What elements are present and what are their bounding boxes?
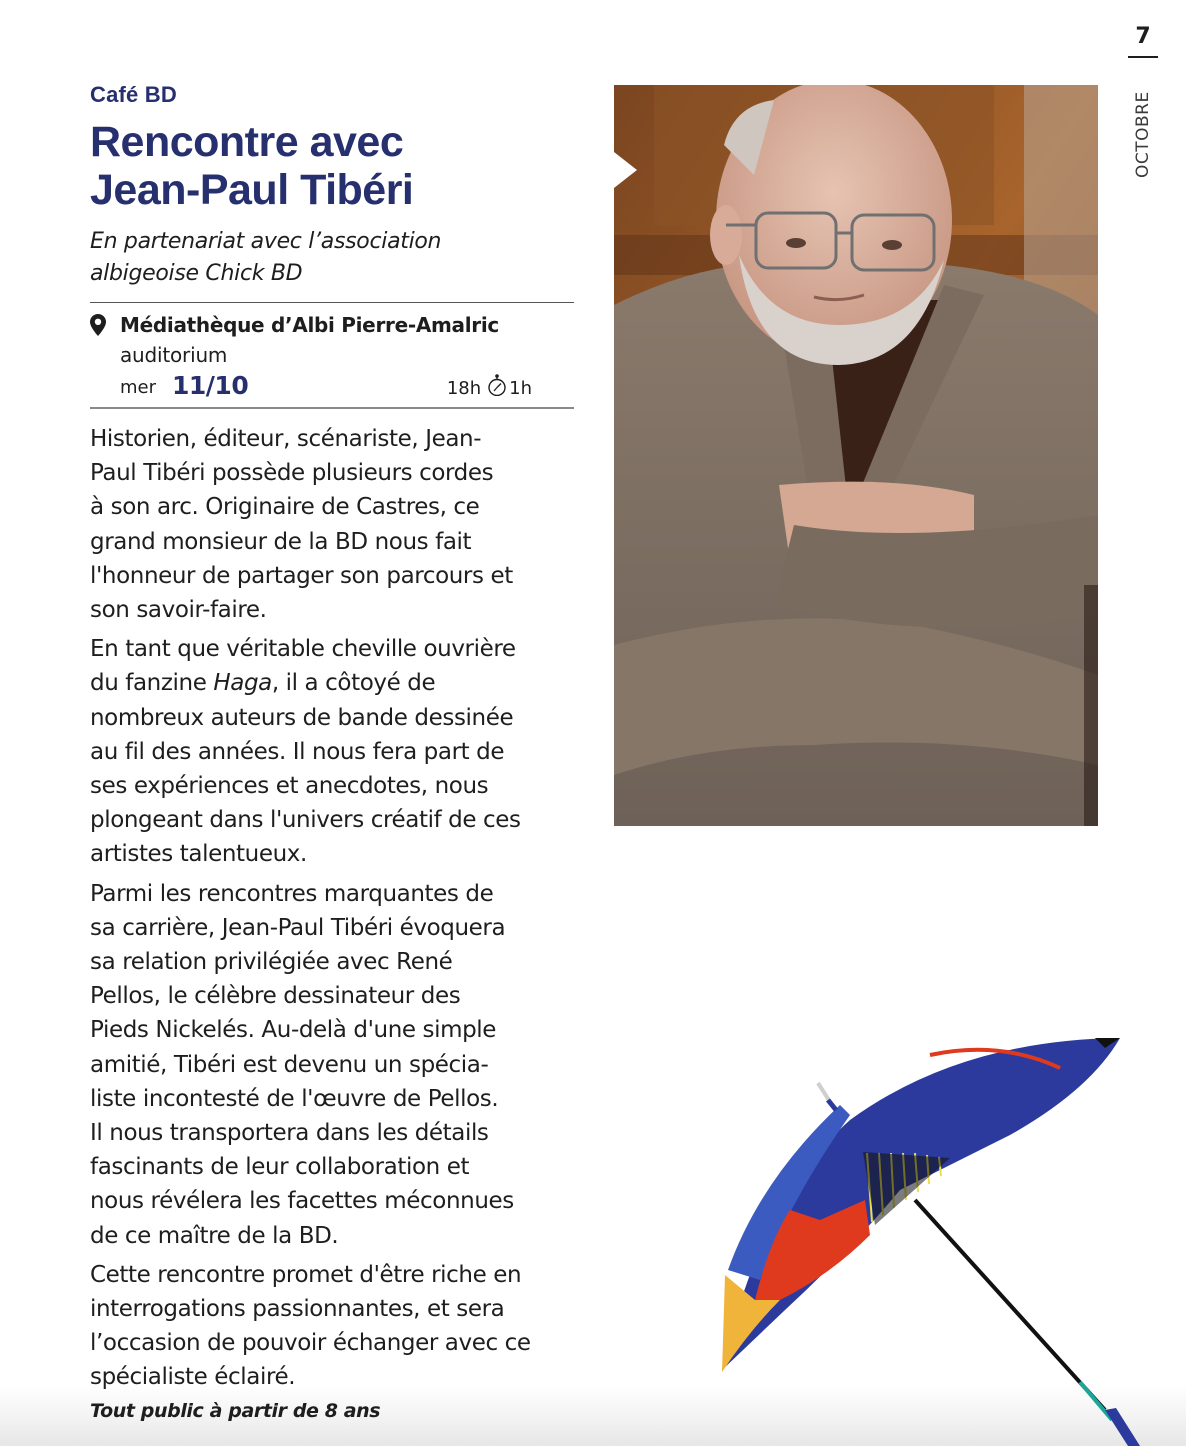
text-line: sa relation privilégiée avec René bbox=[90, 949, 453, 976]
description-paragraph bbox=[90, 632, 580, 871]
text-line: grand monsieur de la BD nous fait bbox=[90, 528, 472, 555]
text-line: spécialiste éclairé. bbox=[90, 1364, 296, 1391]
text-line: de ce maître de la BD. bbox=[90, 1222, 339, 1249]
venue-name: Médiathèque d’Albi Pierre-Amalric bbox=[120, 313, 499, 337]
photo-pointer-notch bbox=[614, 152, 637, 188]
event-weekday: mer bbox=[120, 377, 157, 398]
text-line: Historien, éditeur, scénariste, Jean- bbox=[90, 426, 482, 452]
text-line: nous révélera les facettes méconnues bbox=[90, 1188, 514, 1215]
page-number: 7 bbox=[1135, 24, 1151, 49]
text-line: liste incontesté de l'œuvre de Pellos. bbox=[90, 1085, 499, 1112]
umbrella-illustration bbox=[700, 1010, 1186, 1446]
text-line: ses expériences et anecdotes, nous bbox=[90, 773, 489, 800]
text-line: Il nous transportera dans les détails bbox=[90, 1120, 489, 1147]
text-fragment: , il a côtoyé de bbox=[271, 670, 436, 697]
event-duration: 1h bbox=[509, 377, 532, 399]
venue-room: auditorium bbox=[120, 343, 228, 367]
text-line: Cette rencontre promet d'être riche en bbox=[90, 1261, 522, 1288]
text-line: fascinants de leur collaboration et bbox=[90, 1154, 470, 1181]
event-title-line: Jean-Paul Tibéri bbox=[90, 166, 414, 214]
event-time: 18h bbox=[446, 377, 482, 399]
map-pin-icon bbox=[90, 314, 106, 336]
description-paragraph bbox=[90, 877, 580, 1253]
description-paragraph bbox=[90, 1258, 580, 1395]
text-line: sa carrière, Jean-Paul Tibéri évoquera bbox=[90, 914, 506, 941]
text-line: artistes talentueux. bbox=[90, 841, 307, 868]
month-label: OCTOBRE bbox=[1133, 91, 1153, 178]
text-line: Pellos, le célèbre dessinateur des bbox=[90, 983, 461, 1010]
text-line: son savoir-faire. bbox=[90, 597, 267, 624]
text-line: nombreux auteurs de bande dessinée bbox=[90, 704, 514, 731]
text-line: Parmi les rencontres marquantes de bbox=[90, 880, 494, 907]
text-line: Paul Tibéri possède plusieurs cordes bbox=[90, 460, 494, 487]
text-line: Pieds Nickelés. Au-delà d'une simple bbox=[90, 1017, 497, 1044]
time-duration bbox=[447, 377, 532, 399]
text-line: interrogations passionnantes, et sera bbox=[90, 1296, 505, 1323]
text-line: l’occasion de pouvoir échanger avec ce bbox=[90, 1330, 531, 1357]
page-number-divider bbox=[1128, 56, 1158, 58]
event-date: 11/10 bbox=[172, 371, 249, 400]
fanzine-title: Haga bbox=[213, 670, 272, 697]
text-line: amitié, Tibéri est devenu un spécia- bbox=[90, 1051, 489, 1078]
text-line: l'honneur de partager son parcours et bbox=[90, 562, 513, 589]
event-title-line: Rencontre avec bbox=[90, 118, 404, 166]
text-line bbox=[90, 666, 580, 700]
event-subtitle bbox=[90, 226, 574, 290]
portrait-photo bbox=[614, 85, 1098, 826]
info-divider-bottom bbox=[90, 407, 574, 409]
event-title bbox=[90, 118, 590, 214]
event-subtitle-line: albigeoise Chick BD bbox=[90, 261, 303, 286]
stopwatch-icon bbox=[487, 374, 507, 396]
event-category: Café BD bbox=[90, 82, 177, 107]
text-line: En tant que véritable cheville ouvrière bbox=[90, 636, 516, 663]
text-line: au fil des années. Il nous fera part de bbox=[90, 738, 505, 765]
event-info-block bbox=[90, 311, 574, 403]
text-fragment: du fanzine bbox=[90, 670, 214, 697]
event-description bbox=[90, 422, 580, 1400]
info-divider-top bbox=[90, 302, 574, 303]
schedule-row bbox=[120, 371, 574, 401]
event-subtitle-line: En partenariat avec l’association bbox=[90, 229, 442, 254]
audience-note: Tout public à partir de 8 ans bbox=[90, 1400, 381, 1422]
text-line: à son arc. Originaire de Castres, ce bbox=[90, 494, 480, 521]
description-paragraph bbox=[90, 422, 580, 627]
text-line: plongeant dans l'univers créatif de ces bbox=[90, 807, 521, 834]
